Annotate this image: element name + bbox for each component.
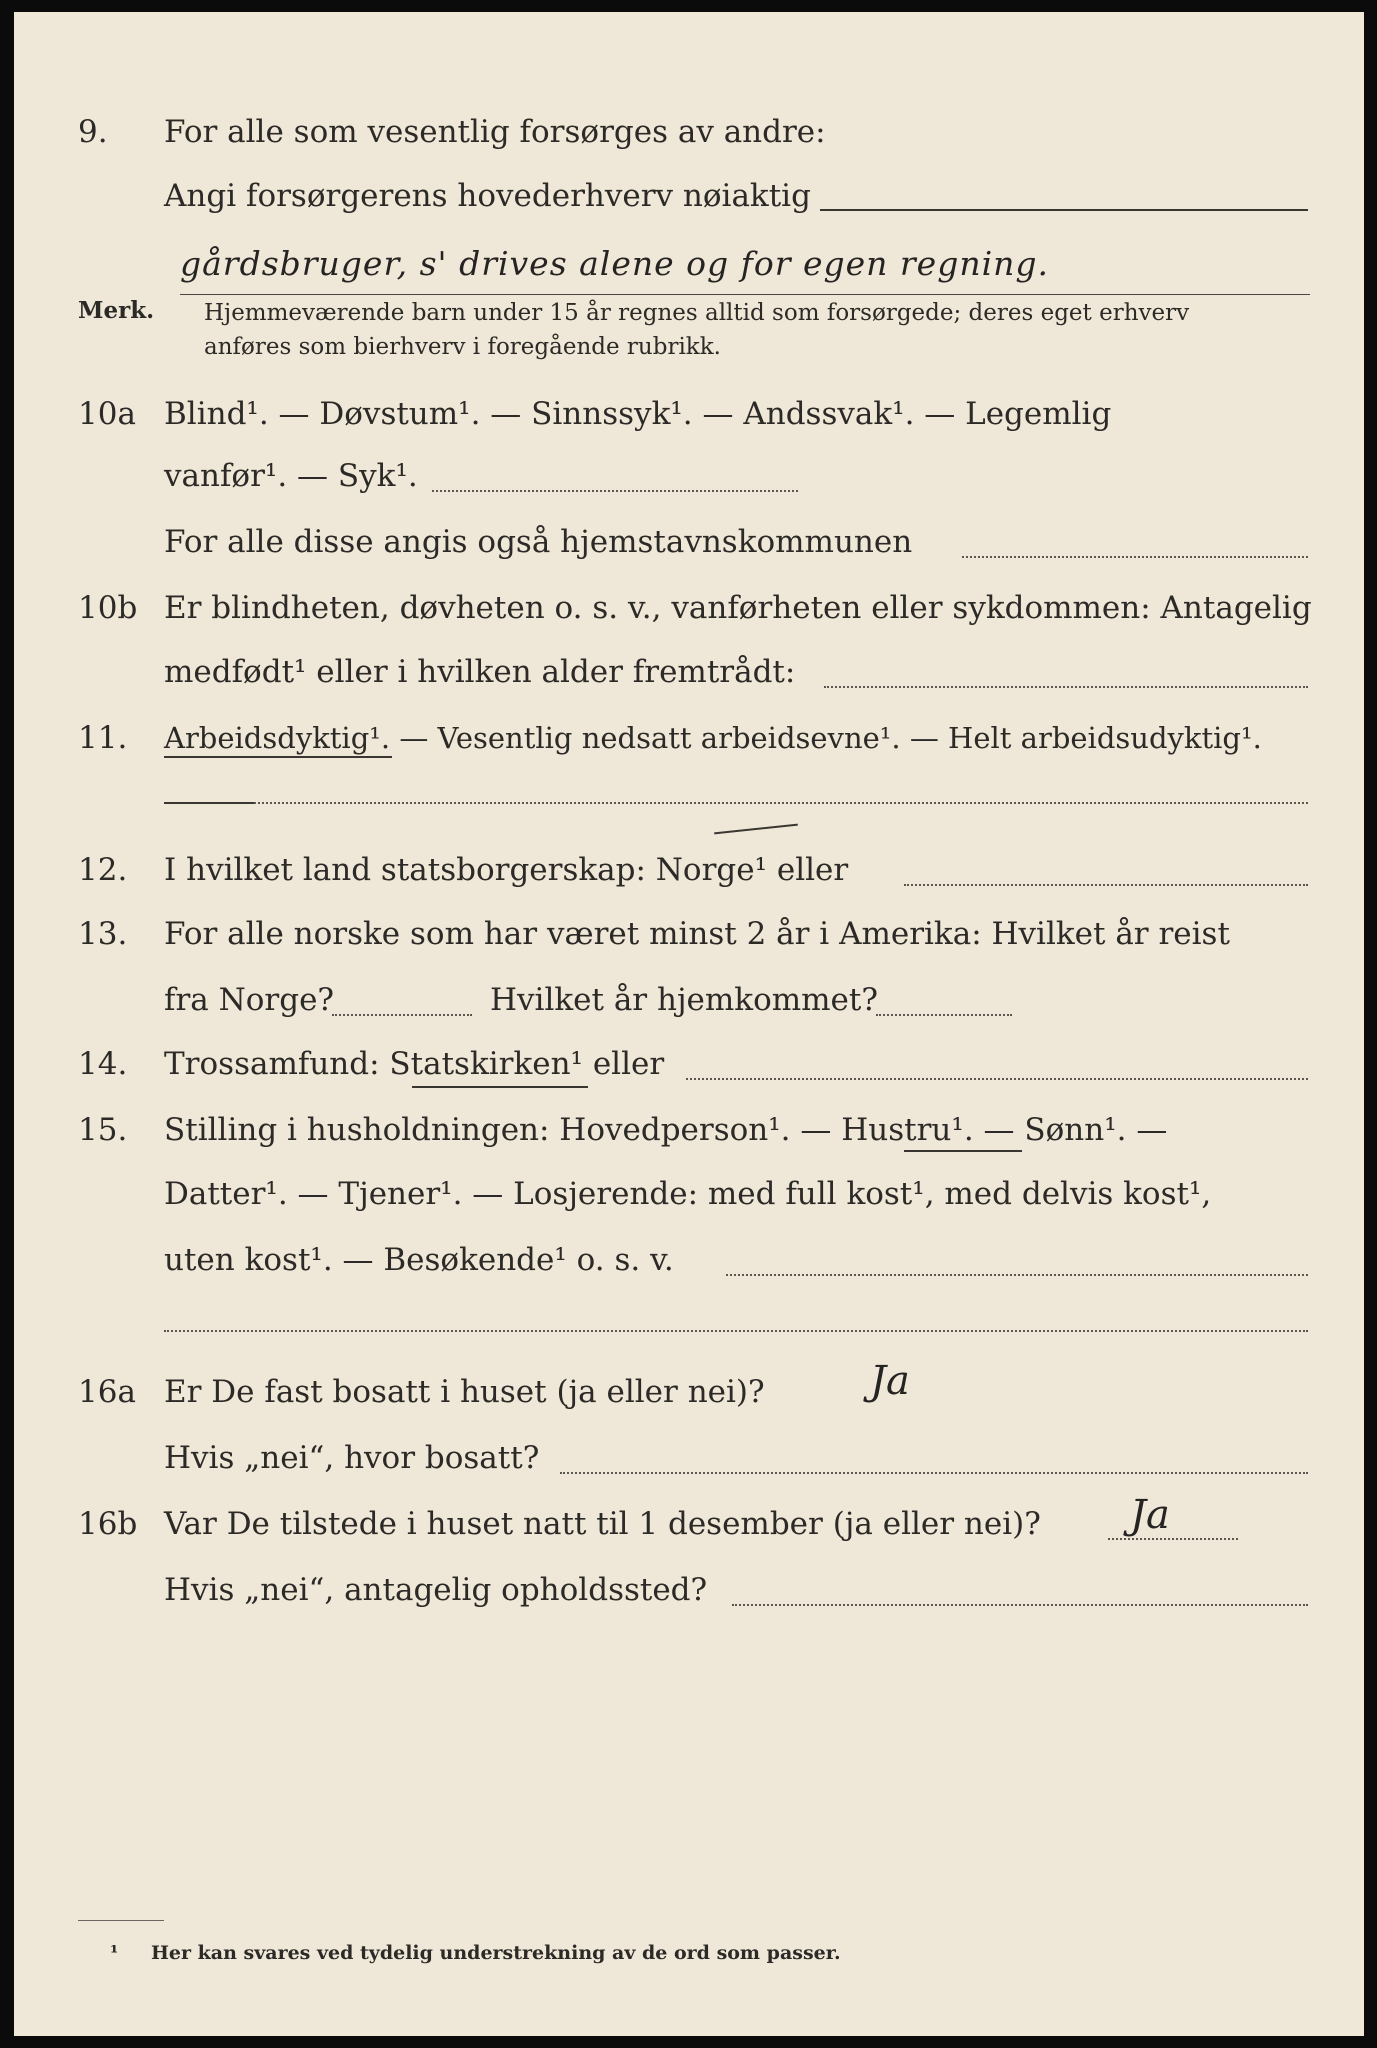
q10b-text-2: medfødt¹ eller i hvilken alder fremtrådt: [164,654,796,690]
census-form-page [14,12,1364,2036]
q10b-number: 10b [78,590,138,626]
q15-line-1 [14,1108,1364,1152]
q10a-text-2: vanfør¹. — Syk¹. [164,458,418,494]
q13-text-2a: fra Norge? [164,982,335,1018]
q15-dotted-line [726,1274,1308,1276]
q11-line-1 [14,716,1364,760]
q11-text: Arbeidsdyktig¹. — Vesentlig nedsatt arbeidsevne¹. — Helt arbeidsudyktig¹. [164,721,1262,755]
q11-dotted-line [254,802,1308,804]
q11-arbeidsdyktig-underline [164,756,392,758]
footnote [110,1942,841,1964]
q13-text-2b: Hvilket år hjemkommet? [490,982,878,1018]
q14-number: 14. [78,1046,128,1082]
q14-dotted-line [686,1078,1308,1080]
merk-text-1: Hjemmeværende barn under 15 år regnes alltid som forsørgede; deres eget erhverv [204,300,1190,326]
q10a-text: Blind¹. — Døvstum¹. — Sinnssyk¹. — Andssvak¹. — Legemlig [164,396,1112,432]
q15-text-3: uten kost¹. — Besøkende¹ o. s. v. [164,1242,674,1278]
q13-number: 13. [78,916,128,952]
q13-line-1 [14,912,1364,956]
footnote-mark: ¹ [110,1942,119,1964]
q12-number: 12. [78,852,128,888]
q9-number: 9. [78,114,108,150]
q10a-text-3: For alle disse angis også hjemstavnskommunen [164,524,913,560]
q11-answer-stroke [164,802,254,804]
q9-prompt: Angi forsørgerens hovederhverv nøiaktig [164,178,811,214]
q12-text: I hvilket land statsborgerskap: Norge¹ eller [164,852,849,888]
q13-reist-dotted-line [332,1014,472,1016]
q16a-text: Er De fast bosatt i huset (ja eller nei)? [164,1374,765,1410]
q16b-dotted-line [732,1604,1308,1606]
q10b-line-1 [14,586,1364,630]
q15-number: 15. [78,1112,128,1148]
q15-line-2 [14,1172,1364,1216]
q15-extra-dotted-line [164,1330,1308,1332]
q16b-text-2: Hvis „nei“, antagelig opholdssted? [164,1572,708,1608]
merk-text-2: anføres som bierhverv i foregående rubrikk. [204,334,721,360]
q16a-line-1 [14,1370,1364,1414]
footnote-rule [78,1920,164,1921]
q14-text: Trossamfund: Statskirken¹ eller [164,1046,665,1082]
q16b-answer-dotted-line [1108,1538,1238,1540]
q12-norge-mark [714,824,798,835]
merk-label: Merk. [78,297,155,324]
q16a-text-2: Hvis „nei“, hvor bosatt? [164,1440,540,1476]
q16a-dotted-line [560,1472,1308,1474]
q9-answer-line [820,209,1308,211]
q15-text-2: Datter¹. — Tjener¹. — Losjerende: med full kost¹, med delvis kost¹, [164,1176,1212,1212]
q9-line-1 [14,110,1364,154]
q10a-syk-dotted-line [432,490,798,492]
q13-line-2 [14,978,1364,1022]
q16a-number: 16a [78,1374,136,1410]
q9-text: For alle som vesentlig forsørges av andre: [164,114,826,150]
q10a-line-1 [14,392,1364,436]
q13-hjemkommet-dotted-line [876,1014,1012,1016]
footnote-text: Her kan svares ved tydelig understrekning av de ord som passer. [150,1942,841,1964]
q10b-text: Er blindheten, døvheten o. s. v., vanførheten eller sykdommen: Antagelig [164,590,1312,626]
q9-answer-underline [180,294,1310,295]
q10a-hjemstavn-dotted-line [962,556,1308,558]
q16b-number: 16b [78,1506,138,1542]
q9-handwritten-answer: gårdsbruger, s' drives alene og for egen regning. [180,244,1050,283]
q16a-handwritten-answer: Ja [870,1358,910,1404]
q11-number: 11. [78,720,128,756]
q15-hustru-underline [904,1150,1022,1152]
q9-line-2 [14,174,1364,218]
q13-text: For alle norske som har været minst 2 år i Amerika: Hvilket år reist [164,916,1230,952]
q16b-handwritten-answer: Ja [1130,1492,1170,1538]
q10b-dotted-line [824,686,1308,688]
q15-text: Stilling i husholdningen: Hovedperson¹. — Hustru¹. — Sønn¹. — [164,1112,1168,1148]
q12-dotted-line [904,884,1308,886]
q10a-number: 10a [78,396,136,432]
q16b-text: Var De tilstede i huset natt til 1 desember (ja eller nei)? [164,1506,1041,1542]
q14-statskirken-underline [412,1086,588,1088]
